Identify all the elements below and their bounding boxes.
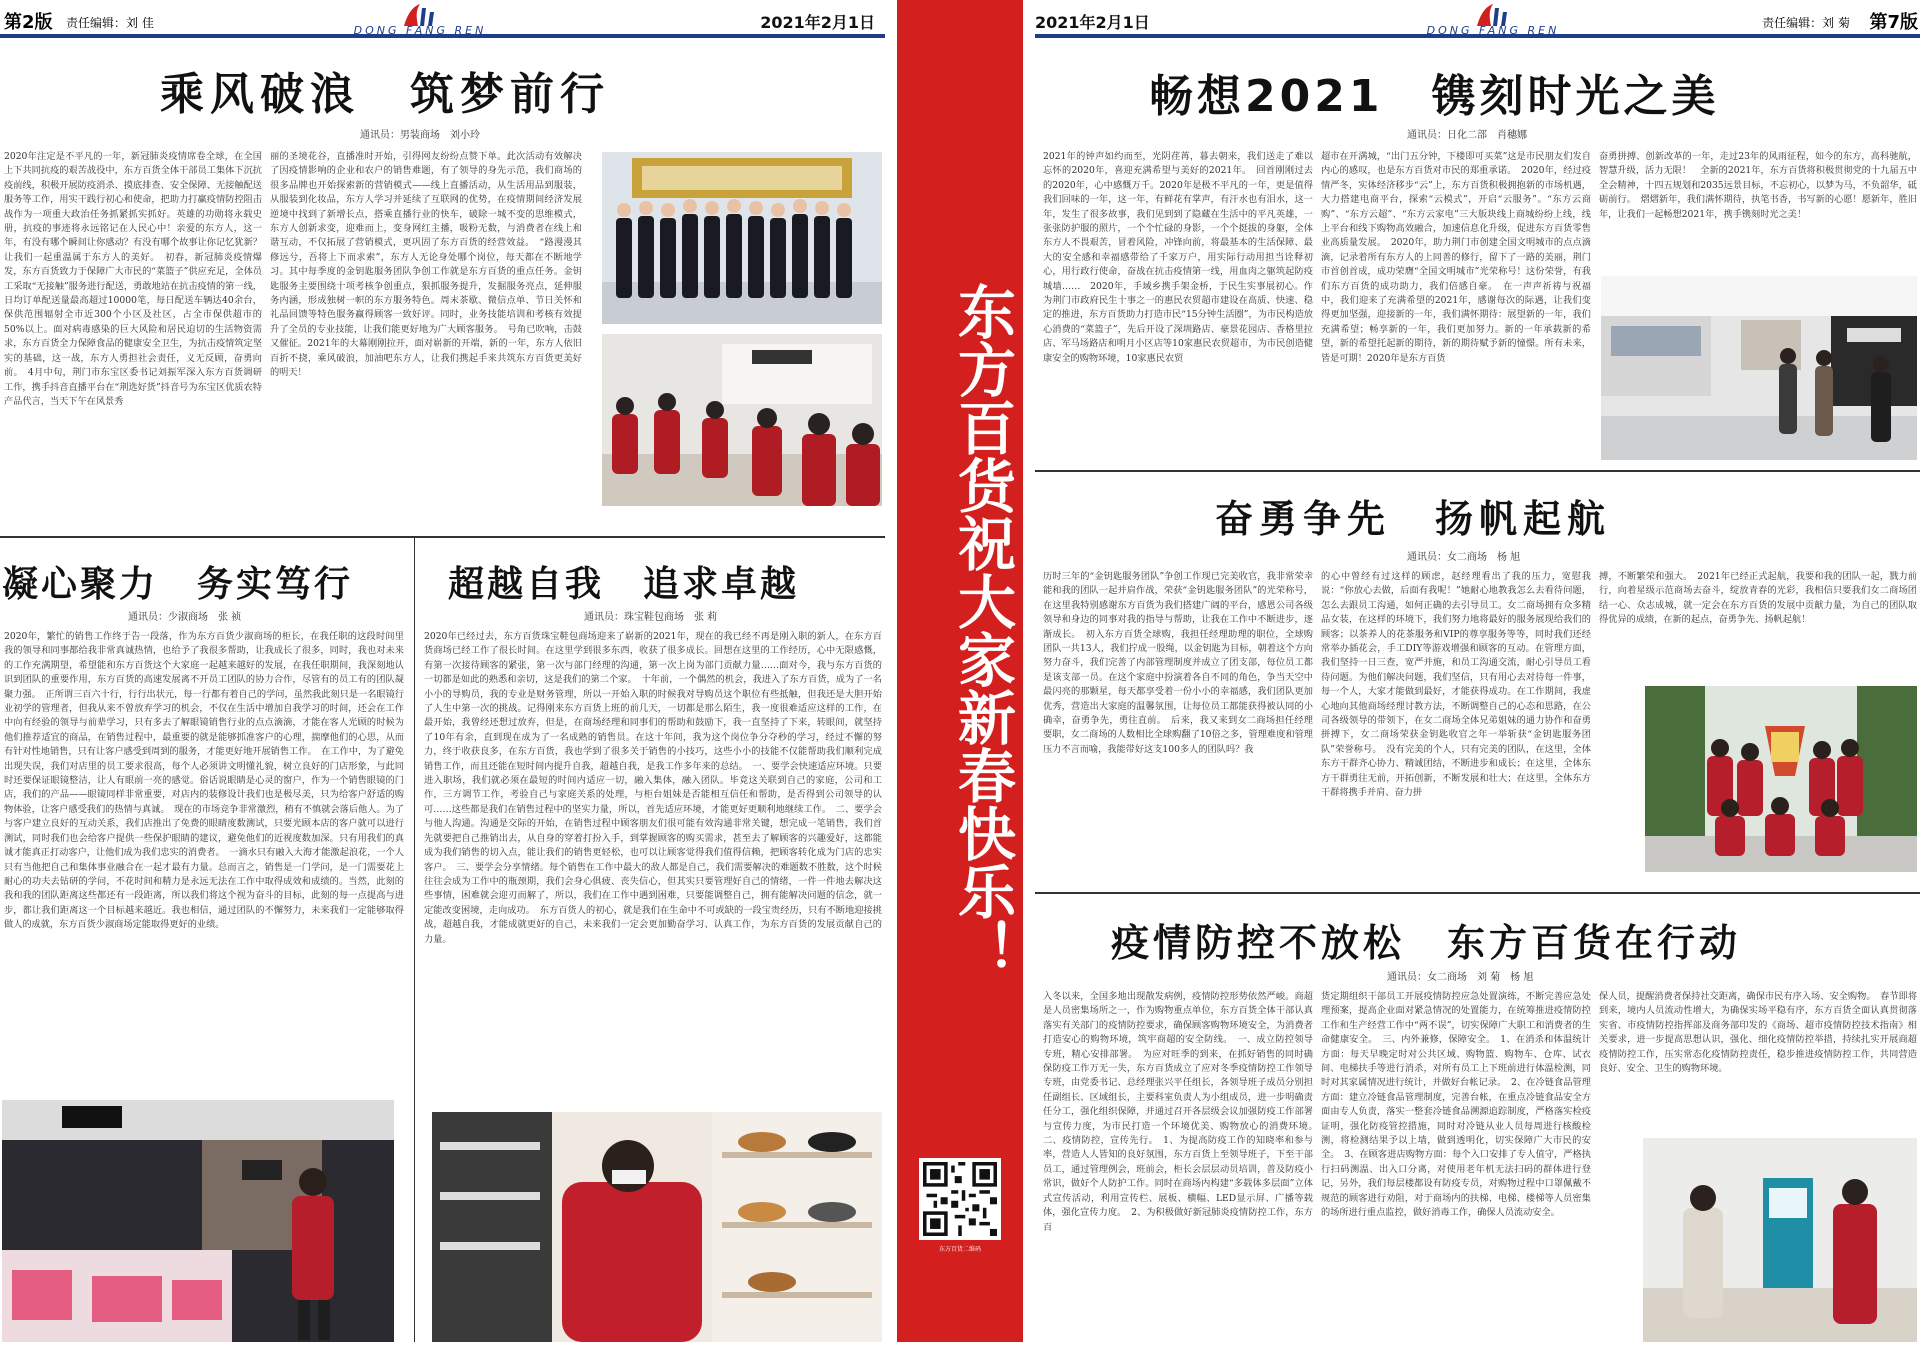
article-body: 丽的圣境花谷，直播准时开始，引得网友纷纷点赞下单。此次活动有效解决了因疫情影响的企业和农户的销售难题，有了领导的身先示范，我们商场的很多品牌也开始探索新的营销模式——线上直播活动，从生活用品到服装，从服装到化妆品，东方人学习并延续了互联网的优势，在疫情期间经济发展逆境中找到了新增长点，搭乘直播行业的快车，破除一城不变的思维模式，东方人创新求变，迎难而上，变身网红主播，吸粉无数，与消费者在线上和谐互动，不仅拓展了营销模式，更巩固了东方百货的经营效益。 “路漫漫其修远兮，吾将上下而求索”，东方人无论身处哪个岗位，每天都在不断地学习。其中每季度的金钥匙服务团队争创工作就是东方百货的重点任务。金钥匙服务主要围绕十项考核争创重点，狠抓服务提升，发掘服务亮点，延伸服务内涵，形成独树一帜的东方服务特色。周末茶歇、微信点单、节日关怀和礼品回馈等特色服务赢得顾客一致好评。同时，业务技能培训和考核有效提升了全员的专业技能，让我们能更好地为广大顾客服务。 号角已吹响，击鼓又催征。2021年的大幕刚刚拉开，面对崭新的开端，新的一年，东方人依旧百折不挠，乘风破浪，加油吧东方人，让我们携起手来共筑东方百货更美好的明天！ — [270, 151, 582, 379]
shoe-store-photo — [432, 1112, 882, 1342]
left-newspaper-page — [0, 0, 885, 1342]
dongfang-logo — [340, 2, 500, 36]
issue-date: 2021年2月1日 — [760, 13, 875, 32]
article-body: 2020年注定是不平凡的一年，新冠肺炎疫情席卷全球，在全国上下共同抗疫的艰苦战役中，东方百货全体干部员工集体下沉抗疫前线，积极开展防疫消杀、摸底排查、安全保障、无接触配送服务等工作，用实干践行初心和使命，把助力打赢疫情防控阻击战作为一项重大政治任务抓紧抓实抓好。英雄的功勋将永载史册，抗疫的事迹将永远铭记在人民心中！亲爱的东方人，这一年，有没有哪个瞬间让你感动？有没有哪个故事让你记忆犹新？让我们一起重温属于东方人的美好。 初春，新冠肺炎疫情爆发，东方百货致力于保障广大市民的“菜篮子”供应充足，全体员工采取“无接触”服务进行配送，勇敢地站在抗击疫情的第一线，日均订单配送量最高超过10000笔，每日配送车辆达40余台，保供范围辐射全市近300个小区及社区，占全市保供超市的50%以上。面对病毒感染的巨大风险和居民迫切的生活物资需求，东方百货全力保障食品的健康安全卫生，为抗击疫情筑定坚实的基础，这一战，东方人勇担社会责任，义无反顾，奋勇向前。 4月中旬，荆门市东宝区委书记刘振军深入东方百货调研工作，携手抖音直播平台在“荆选好货”抖音号为东宝区优质农特产品代言，当天下午在风景秀 — [4, 151, 262, 407]
section-divider — [1035, 470, 1920, 472]
article-body: 入冬以来，全国多地出现散发病例，疫情防控形势依然严峻。商超是人员密集场所之一，作为购物重点单位，东方百货全体干部认真落实有关部门的疫情防控要求，确保顾客购物环境安全，为消费者打造安心的购物环境，筑牢商超的安全防线。 一、成立防控领导专班，精心安排部署。 为应对旺季的到来，在抓好销售的同时确保防疫工作万无一失，东方百货成立了应对冬季疫情防控工作领导专班，由党委书记、总经理张兴平任组长，各领导班子成员分别担任副组长、区域组长，主要科室负责人为小组成员，进一步明确责任分工，强化组织保障，并通过召开各层级会议加强防疫工作部署与宣传力度，为市民打造一个环境优美、购物放心的消费环境。 二、疫情防控，宣传先行。 1、为提高防疫工作的知晓率和参与率，营造人人皆知的良好氛围，东方百货上至领导班子，下至干部员工，通过管理例会，班前会，柜长会层层动员培训，普及防疫小常识，做好个人防护工作。同时在商场内构建“多载体多层面”立体式宣传活动，利用宣传栏、展板、横幅、LED显示屏、广播等载体，强化宣传力度。 2、为积极做好新冠肺炎疫情防控工作，东方百 — [1043, 991, 1323, 1233]
page-number: 第7版 — [1869, 12, 1918, 33]
temperature-check-photo — [1643, 1138, 1917, 1342]
center-greeting-band — [885, 0, 1035, 1342]
article-title: 乘风破浪 筑梦前行 — [160, 69, 610, 120]
right-newspaper-page — [1035, 0, 1920, 1342]
article-body: 2020年已经过去，东方百货珠宝鞋包商场迎来了崭新的2021年，现在的我已经不再是刚入职的新人，在东方百货商场已经工作了很长时间。在这里学到很多东西，收获了很多成长。回想在这里的工作经历，心中无限感慨，有第一次接待顾客的紧张，第一次与部门经理的沟通，第一次上岗为部门贡献力量……面对今，我与东方百货的一切都是如此的熟悉和亲切，这是我们的第二个家。 十年前，一个偶然的机会，我进入了东方百货，成为了一名小小的导购员，我的专业是财务管理，所以一开始入职的时候我对导购员这个职位有些抵触，但我还是大胆开始了人生中第一次的挑战。记得刚来东方百货上班的前几天，一切都是那么陌生，我一度很难适应这样的工作，在最开始，我曾经还想过放弃，但是，在商场经理和同事们的帮助和鼓励下，我一直坚持了下来，转眼间，就坚持了10年有余，直到现在成为了一名成熟的销售员。在这十年间，我为这个岗位争分夺秒的学习，经过不懈的努力，终于收获良多，在东方百货，我也学到了很多关于销售的小技巧，这些小小的技能不仅能帮助我们顺利完成销售工作，而且还能在短时间内提升自我，超越自我，是我工作多年来的总结。 一、要学会快速适应环境。只要进入职场，我们就必须在最短的时间内适应一切，融入集体，融入团队。毕竟这关联到自己的家庭，公司和工作，三方调节工作，考验自己与家庭关系的处理，与柜台姐妹是否能相互信任和帮助，是否得到公司领导的认可……这些都是我们在销售过程中的坚实力量，所以，首先适应环境，才能更好更顺利地继续工作。 二、要学会与他人沟通。沟通是交际的开始，在销售过程中顾客朋友们很可能有效沟通非常关键，想完成一笔销售，我们首先就要把自己推销出去，从自身的穿着打扮入手，到掌握顾客的购买需求，甚至去了解顾客的兴趣爱好，这都能成为我们销售的切入点，能让我们的销售更轻松，也可以让顾客觉得我们值得信赖，把顾客转化成为门店的忠实客户。 三、要学会分享情绪。每个销售在工作中最大的敌人都是自己，我们需要解决的难题数不胜数，这个时候往往会成为工作中的瓶颈期，我们会身心俱疲、丧失信心，但其实只要管理好自己的情绪，一件一件地去解决这些事情，困难就会迎刃而解了，所以，我们在工作中遇到困难，只要能调整自己，拥有能解决问题的信念，就一定能改变困境，走向成功。 东方百货人的初心，就是我们在生命中不可或缺的一段宝贵经历，只有不断地迎接挑战，超越自我，才能成就更好的自己，未来我们一定会更加勤奋学习、认真工作，为东方百货的发展贡献自己的力量。 — [424, 631, 882, 945]
article-byline: 通讯员：女二商场 杨 旭 — [1407, 552, 1521, 563]
article-body: 的心中曾经有过这样的顾虑，赵经理看出了我的压力，宽慰我说：“你放心去做，后面有我呢！”她耐心地教我怎么去看待问题，怎么去跟员工沟通，如何正确的去引导员工。女二商场拥有众多精品女装，在这样的环境下，我们努力地将最好的服务展现给我们的顾客；以茶养人的花茶服务和VIP的尊享服务等等，同时我们还经常举办插花会，手工DIY等游戏增强和顾客的互动。在管理方面，我们坚持一日三查，宽严并施，和员工沟通交流，耐心引导员工看待问题。为他们解决问题，我们坚信，只有用心去对待每一件事，每一个人，大家才能做到最好，才能获得成功。在工作期间，我虚心地向其他商场经理讨教方法，不断调整自己的心态和思路，在公司各级领导的带领下，在女二商场全体兄弟姐妹的通力协作和奋勇拼搏下，女二商场荣获金钥匙收官之年一举斩获“金钥匙服务团队”荣誉称号。 没有完美的个人，只有完美的团队，在这里，全体东方干群齐心协力、精诚团结，不断进步和成长；在这里，全体东方干群勇往无前，开拓创新，不断发展和壮大；在这里，全体东方干群将携手并肩、奋力拼 — [1321, 571, 1591, 799]
column-divider — [414, 538, 415, 1342]
article-title: 凝心聚力 务实笃行 — [2, 564, 354, 605]
article-byline: 通讯员：女二商场 刘 菊 杨 旭 — [1387, 972, 1534, 983]
logo-wordmark: DONG FANG REN — [1426, 24, 1560, 37]
article-title: 疫情防控不放松 东方百货在行动 — [1111, 921, 1742, 965]
article-body: 2020年，繁忙的销售工作终于告一段落，作为东方百货少淑商场的柜长，在我任职的这段时间里我的领导和同事都给我非常真诚热情，也给予了我很多帮助，让我成长了很多，同时，我也对未来的工作充满期望，希望能和东方百货这个大家庭一起越来越好的发展，在我任职期间，我深刻地认识到团队的重要作用，东方百货的高速发展离不开员工团队的协力合作，尽管有的员工有的团队凝聚力强。 正所谓三百六十行，行行出状元，每一行都有着自己的学问，虽然我此刻只是一名眼镜行业初学的管理者，但我从来不曾放弃学习的机会，不仅在生活中增加自我学习的时间，还会在工作中向有经验的领导与前辈学习，只有多去了解眼镜销售行业的点点滴滴，才能在客人光顾的时候为他们推荐适宜的商品，在销售过程中，最重要的就是能够抓准客户的心理，揣摩他们的心思，从而有针对性地销售，只有让客户感受到周到的服务，才能更好地开展销售工作。 在工作中，为了避免出现失误，我们对店里的员工要求很高，每个人必须讲文明懂礼貌，树立良好的门店形象，与此同时还要保证眼镜整洁，让人有眼前一亮的感觉。俗话说眼睛是心灵的窗户，作为一个销售眼镜的门店，我们的产品——眼镜同样非常重要，对店内的装修设计我们也是极尽美，只为给客户舒适的购物体验，让客户感受我们的热情与真诚。 现在的市场竞争非常激烈，稍有不慎就会落后他人。为了与客户建立良好的互动关系，我们店推出了免费的眼睛度数测试，只要光顾本店的客户就可以进行测试，同时我们也会给客户提供一些保护眼睛的建议，避免他们的近视度数加深。只有用我们的真诚才能真正打动客户，让他们成为我们忠实的消费者。 一滴水只有融入大海才能激起浪花，一个人只有当他把自己和集体事业融合在一起才最有力量。总而言之，销售是一门学问，是一门需要花上耐心的功夫去钻研的学问，不花时间和精力是永远无法在工作中取得成效和成绩的。当然，此刻的我和我的团队距离这些都还有一段距离，所以我们将这个视为奋斗的目标，此刻的每一点提高与进步，都让我们距离这一个目标越来越近。我也相信，通过团队的不懈努力，未来我们一定能够取得做人的成就，东方百货少淑商场定能取得更好的业绩。 — [4, 631, 404, 931]
article-title: 畅想2021 镌刻时光之美 — [1149, 71, 1720, 122]
article-body: 2021年的钟声如约而至，光阴荏苒，暮去朝来，我们送走了难以忘怀的2020年，喜迎充满希望与美好的2021年。 回首刚刚过去的2020年，心中感慨万千。2020年是极不平凡的一年，更是值得我们回味的一年，这一年，有鲜花有掌声，有汗水也有泪水，这一年，发生了很多故事，我们见到到了隐藏在生活中的平凡英雄，一张张防护服的照片，一个个忙碌的身影，一个个挺拔的身躯，全体东方人不畏艰苦，冒着风险，冲锋向前，将最基本的生活保障、最大的安全感和幸福感带给了千家万户，用实际行动用担当诠释初心，用行政行使命，奋战在抗击疫情第一线，用血肉之躯筑起防疫城墙…… 2020年，手域乡携手架金桥，于民生实事展初心。作为荆门市政府民生十事之一的惠民农贸超市建设在高质、快速、稳定的推进，东方百货助力打造市民“15分钟生活圈”，为市民构造放心消费的“菜篮子”，先后开设了深圳路店、豪景花园店、香格里拉店、军马场路店和明月小区店等10家惠民农贸超市，为市民创造健康安全的购物环境，10家惠民农贸 — [1043, 151, 1313, 364]
issue-date: 2021年2月1日 — [1035, 13, 1150, 32]
team-group-photo — [1645, 686, 1917, 872]
article-byline: 通讯员：日化二部 肖穗娜 — [1407, 130, 1527, 141]
article-body: 搏，不断繁荣和强大。 2021年已经正式起航，我要和我的团队一起，戮力前行，向着星级示范商场去奋斗，绽放青春的光彩，我相信只要我们女二商场团结一心、众志成城，就一定会在东方百货的发展中贡献力量，为自己的团队取得优异的成绩，在新的起点，奋勇争先、扬帆起航！ — [1599, 571, 1917, 626]
section-divider — [0, 536, 885, 538]
logo-wordmark: DONG FANG REN — [353, 24, 487, 37]
article-body: 超市在开满城，“出门五分钟，下楼即可买菜”这是市民朋友们发自内心的感叹，也是东方百货对市民的郑重承诺。 2020年，经过疫情严冬，实体经济移步“云”上，东方百货积极拥抱新的市场机遇，大力搭建电商平台，探索“云模式”，开启“云服务”。“东方云商购”、“东方云超”、“东方云家电”三大版块线上商城纷纷上线，线上平台和线下购物高效融合，加速信息化升级，促进东方百货零售业高质量发展。 2020年，助力荆门市创建全国文明城市的点点滴滴，记录着所有东方人的上同善的修行，留下了一路的美丽，荆门市首创首成，成功荣膺“全国文明城市”光荣称号！这份荣誉，有我们东方百货的成功助力，我们倍感自豪。 在一声声祈祷与祝福中，我们迎来了充满希望的2021年，感谢每次的际遇，让我们变得更加坚强，迎接新的一年，我们满怀期待：展望新的一年，我们充满希望；畅享新的一年，我们更加努力。新的一年承载新的希望，新的希望托起新的期待，新的期待赋予新的憧憬。所有未来，皆是可期！2020年是东方百货 — [1321, 151, 1591, 364]
article-title: 奋勇争先 扬帆起航 — [1215, 497, 1612, 541]
staff-photo — [602, 152, 882, 324]
article-byline: 通讯员：珠宝鞋包商场 张 莉 — [584, 612, 718, 623]
article-body: 保人员，提醒消费者保持社交距离，确保市民有序入场、安全购物。 春节即将到来，境内人员流动性增大，为确保实场平稳有序，东方百货全面认真贯彻落实省、市疫情防控指挥部及商务部印发的《商场、超市疫情防控技术指南》相关要求，进一步提高思想认识，强化、细化疫情防控举措，持续扎实开展商超疫情防控工作，压实常态化疫情防控责任，稳步推进疫情防控工作，共同营造良好、安全、卫生的购物环境。 — [1599, 991, 1917, 1075]
new-year-greeting: 东方百货祝大家新春快乐！ — [948, 282, 1016, 978]
eyewear-store-photo — [2, 1100, 394, 1342]
dongfang-logo — [1413, 2, 1573, 36]
editor-credit: 责任编辑：刘 佳 — [66, 16, 154, 30]
editor-credit: 责任编辑：刘 菊 — [1762, 16, 1850, 30]
cosmetics-floor-photo — [1601, 276, 1917, 460]
right-masthead — [1035, 0, 1920, 38]
article-body: 历时三年的“金钥匙服务团队”争创工作现已完美收官，我非常荣幸能和我的团队一起并肩作战，荣获“金钥匙服务团队”的光荣称号，在这里我特别感谢东方百货为我们搭建广阔的平台，感恩公司各级领导和身边的同事对我的指导与帮助，让我在工作中不断进步，逐渐成长。 初入东方百货全球购，我担任经理助理的职位，全球购团队一共13人，我们拧成一股绳，以金钥匙为目标，朝着这个方向努力奋斗，我们完善了内部管理制度并成立了团支部，每位员工都是该支部一员。在这个家庭中扮演着各自不同的角色，争当天空中最闪亮的那颗星，每天都享受着一份小小的幸福感，我们团队更加优秀，营造出大家庭的温馨氛围，让每位员工都能获得被认同的小确幸，奋勇争先，勇往直前。 后来，我又来到女二商场担任经理要职，女二商场的人数相比全球购翻了10倍之多，管理难度和管理压力不言而喻，我能带好这支100多人的团队吗？我 — [1043, 571, 1313, 755]
qr-code-icon[interactable] — [919, 1158, 1001, 1240]
article-body: 奋勇拼搏、创新改革的一年，走过23年的风雨征程，如今的东方，高科驰航，智慧升级，活力无限！ 全新的2021年，东方百货将积极贯彻党的十九届五中全会精神，十四五规划和2035远景目标，不忘初心，以梦为马，不负韶华，砥砺前行。 熠熠新年，我们满怀期待，执笔书香，书写新的心愿！愿新年，胜旧年，让我们一起畅想2021年，携手镌刻时光之美！ — [1599, 151, 1917, 220]
staff-training-photo — [602, 334, 882, 506]
article-title: 超越自我 追求卓越 — [448, 564, 800, 605]
article-byline: 通讯员：男装商场 刘小玲 — [360, 130, 480, 141]
qr-caption: 东方百货二维码 — [938, 1246, 981, 1253]
section-divider — [1035, 892, 1920, 894]
article-byline: 通讯员：少淑商场 张 祯 — [128, 612, 242, 623]
page-number: 第2版 — [4, 12, 53, 33]
article-body: 货定期组织干部员工开展疫情防控应急处置演练，不断完善应急处理预案，提高企业面对紧急情况的处置能力，在统筹推进疫情防控工作和生产经营工作中“两不误”，切实保障广大职工和消费者的生命健康安全。 三、内外兼修，保障安全。 1、在消杀和体温统计方面：每天早晚定时对公共区域、购物篮、购物车、仓库、试衣间、电梯扶手等进行消杀，对所有员工上下班前进行体温检测，同时对其家属情况进行统计，并做好台帐记录。 2、在冷链食品管理方面：建立冷链食品管理制度，完善台帐，在重点冷链食品安全方面由专人负责，落实一整套冷链食品溯源追踪制度，严格落实检疫证明，强化防疫管控措施，同时对冷链从业人员每周进行核酸检测，将检测结果予以上墙，做到透明化，切实保障广大市民的安全。 3、在顾客进店购物方面：每个入口安排了专人值守，严格执行扫码测温、出入口分离，对使用老年机无法扫码的群体进行登记，另外，我们每层楼都设有防疫专员，对购物过程中口罩佩戴不规范的顾客进行劝阻，对于商场内的扶梯、电梯、楼梯等人员密集的场所进行重点监控，做好消毒工作，确保人员流动安全。 — [1321, 991, 1591, 1219]
left-masthead — [0, 0, 885, 38]
